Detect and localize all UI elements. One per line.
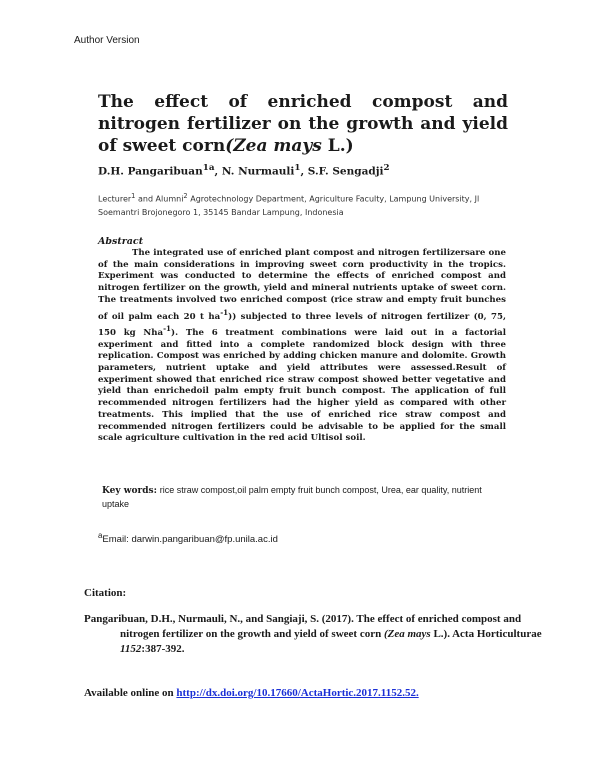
author-sup: 1 [294, 163, 301, 173]
abstract-heading: Abstract [98, 236, 144, 247]
abstract-sup: -1 [220, 307, 229, 317]
author-separator: , [300, 165, 308, 178]
citation-volume: 1152 [120, 643, 142, 655]
author-separator: , [214, 165, 222, 178]
doi-link[interactable]: http://dx.doi.org/10.17660/ActaHortic.2017.1152.52. [176, 687, 419, 699]
citation-pages: :387-392. [141, 643, 185, 655]
citation-heading: Citation: [84, 587, 127, 599]
affiliation-sup: 1 [131, 192, 136, 200]
affiliation-prefix: Lecturer [98, 194, 132, 204]
author-name: D.H. Pangaribuan [98, 165, 203, 178]
author-sup: 1a [202, 163, 215, 173]
author-list [98, 163, 390, 178]
citation-species: (Zea mays [383, 628, 431, 640]
keywords-label: Key words [102, 486, 154, 496]
keywords-text: rice straw compost,oil palm empty fruit bunch compost, Urea, ear quality, nutrient uptake [102, 485, 482, 509]
citation-part: Pangaribuan, D.H., Nurmauli, N., and Sangiaji, S. (2017). The effect of enriched compost and nitrogen fertilizer on the growth and yield of sweet corn [84, 613, 522, 640]
availability [84, 687, 419, 699]
author-name: S.F. Sengadji [307, 165, 384, 178]
paper-title [98, 91, 508, 157]
abstract-sup: -1 [163, 324, 172, 334]
citation-part: L.). Acta Horticulturae [430, 628, 542, 640]
abstract-section [98, 236, 506, 445]
affiliation-sup: 2 [183, 192, 188, 200]
author-name: N. Nurmauli [221, 165, 295, 178]
citation-text [84, 612, 545, 657]
title-end: L.) [321, 136, 354, 156]
keywords [102, 484, 502, 512]
abstract-body [98, 248, 506, 445]
contact-email [98, 531, 278, 545]
title-main: The effect of enriched compost and nitrogen fertilizer on the growth and yield of sweet corn [98, 92, 508, 156]
availability-label: Available online on [84, 687, 177, 699]
author-version-label: Author Version [74, 35, 140, 46]
affiliation-text: Agrotechnology Department, Agriculture Faculty, Lampung University, Jl Soemantri Brojonegoro 1, 35145 Bandar Lampung, Indonesia [98, 194, 480, 217]
author-sup: 2 [383, 163, 390, 173]
abstract-text: )) subjected to three levels of nitrogen fertilizer (0, 75, 150 kg Nha [98, 311, 506, 338]
email-text: Email: darwin.pangaribuan@fp.unila.ac.id [102, 534, 278, 546]
affiliation-mid: and Alumni [135, 194, 184, 204]
affiliation [98, 190, 508, 219]
abstract-text: The integrated use of enriched plant compost and nitrogen fertilizersare one of the main considerations in improving sweet corn productivity in the tropics. Experiment was conducted to determine the effects of enriched compost and nitrogen fertilizer on the growth, yield and mineral nutrients uptake of sweet corn. The treatments involved two enriched compost (rice straw and empty fruit bunches of oil palm each 20 t ha [98, 248, 506, 322]
email-sup: a [98, 531, 103, 540]
title-species: (Zea mays [225, 136, 322, 156]
keywords-colon: : [153, 486, 157, 496]
abstract-text: ). The 6 treatment combinations were laid out in a factorial experiment and fitted into a complete randomized block design with three replication. Compost was enriched by adding chicken manure and dolomite. Growth parameters, nutrient uptake and yield attributes were assessed.Result of experiment showed that enriched rice straw compost showed better vegetative and yield than enrichedoil palm empty fruit bunch compost. The application of full recommended nitrogen fertilizers had the higher yield as compared with other treatments. This implied that the use of enriched rice straw compost and recommended nitrogen fertilizers could be advisable to be applied for the small scale agriculture cultivation in the red acid Ultisol soil. [98, 327, 506, 444]
